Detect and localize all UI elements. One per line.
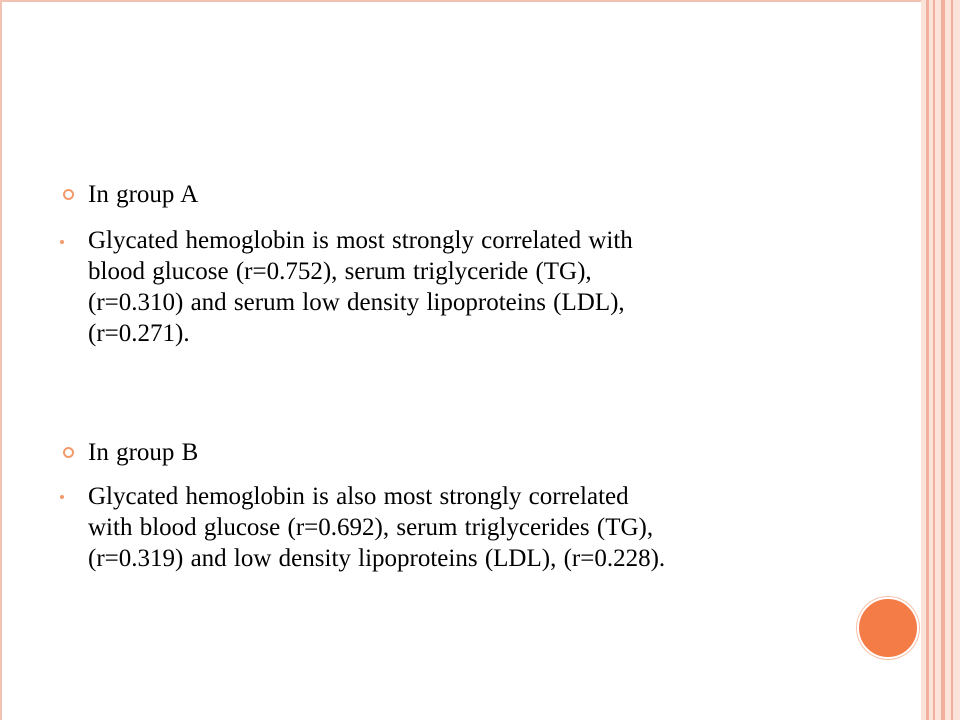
- group-b-text: [88, 481, 818, 574]
- stripe: [926, 0, 929, 720]
- stripe: [951, 0, 953, 720]
- text-line: Glycated hemoglobin is also most strongly correlated: [88, 483, 629, 510]
- group-b-heading: In group B: [88, 439, 199, 466]
- group-a-heading: In group A: [88, 181, 199, 208]
- circle-bullet-icon: [63, 447, 74, 458]
- circle-bullet-icon: [63, 189, 74, 200]
- stripe: [941, 0, 945, 720]
- text-line: blood glucose (r=0.752), serum triglyceride (TG),: [88, 258, 592, 285]
- text-line: (r=0.319) and low density lipoproteins (LDL), (r=0.228).: [88, 545, 666, 572]
- stripe: [933, 0, 935, 720]
- text-line: (r=0.310) and serum low density lipoproteins (LDL),: [88, 289, 625, 316]
- text-line: Glycated hemoglobin is most strongly correlated with: [88, 227, 633, 254]
- right-decorative-stripes: [921, 0, 960, 720]
- text-line: with blood glucose (r=0.692), serum triglycerides (TG),: [88, 514, 654, 541]
- dot-bullet-icon: [60, 240, 64, 244]
- text-line: (r=0.271).: [88, 320, 190, 347]
- group-a-text: [88, 225, 818, 349]
- orange-circle-decoration: [857, 597, 919, 659]
- dot-bullet-icon: [60, 495, 64, 499]
